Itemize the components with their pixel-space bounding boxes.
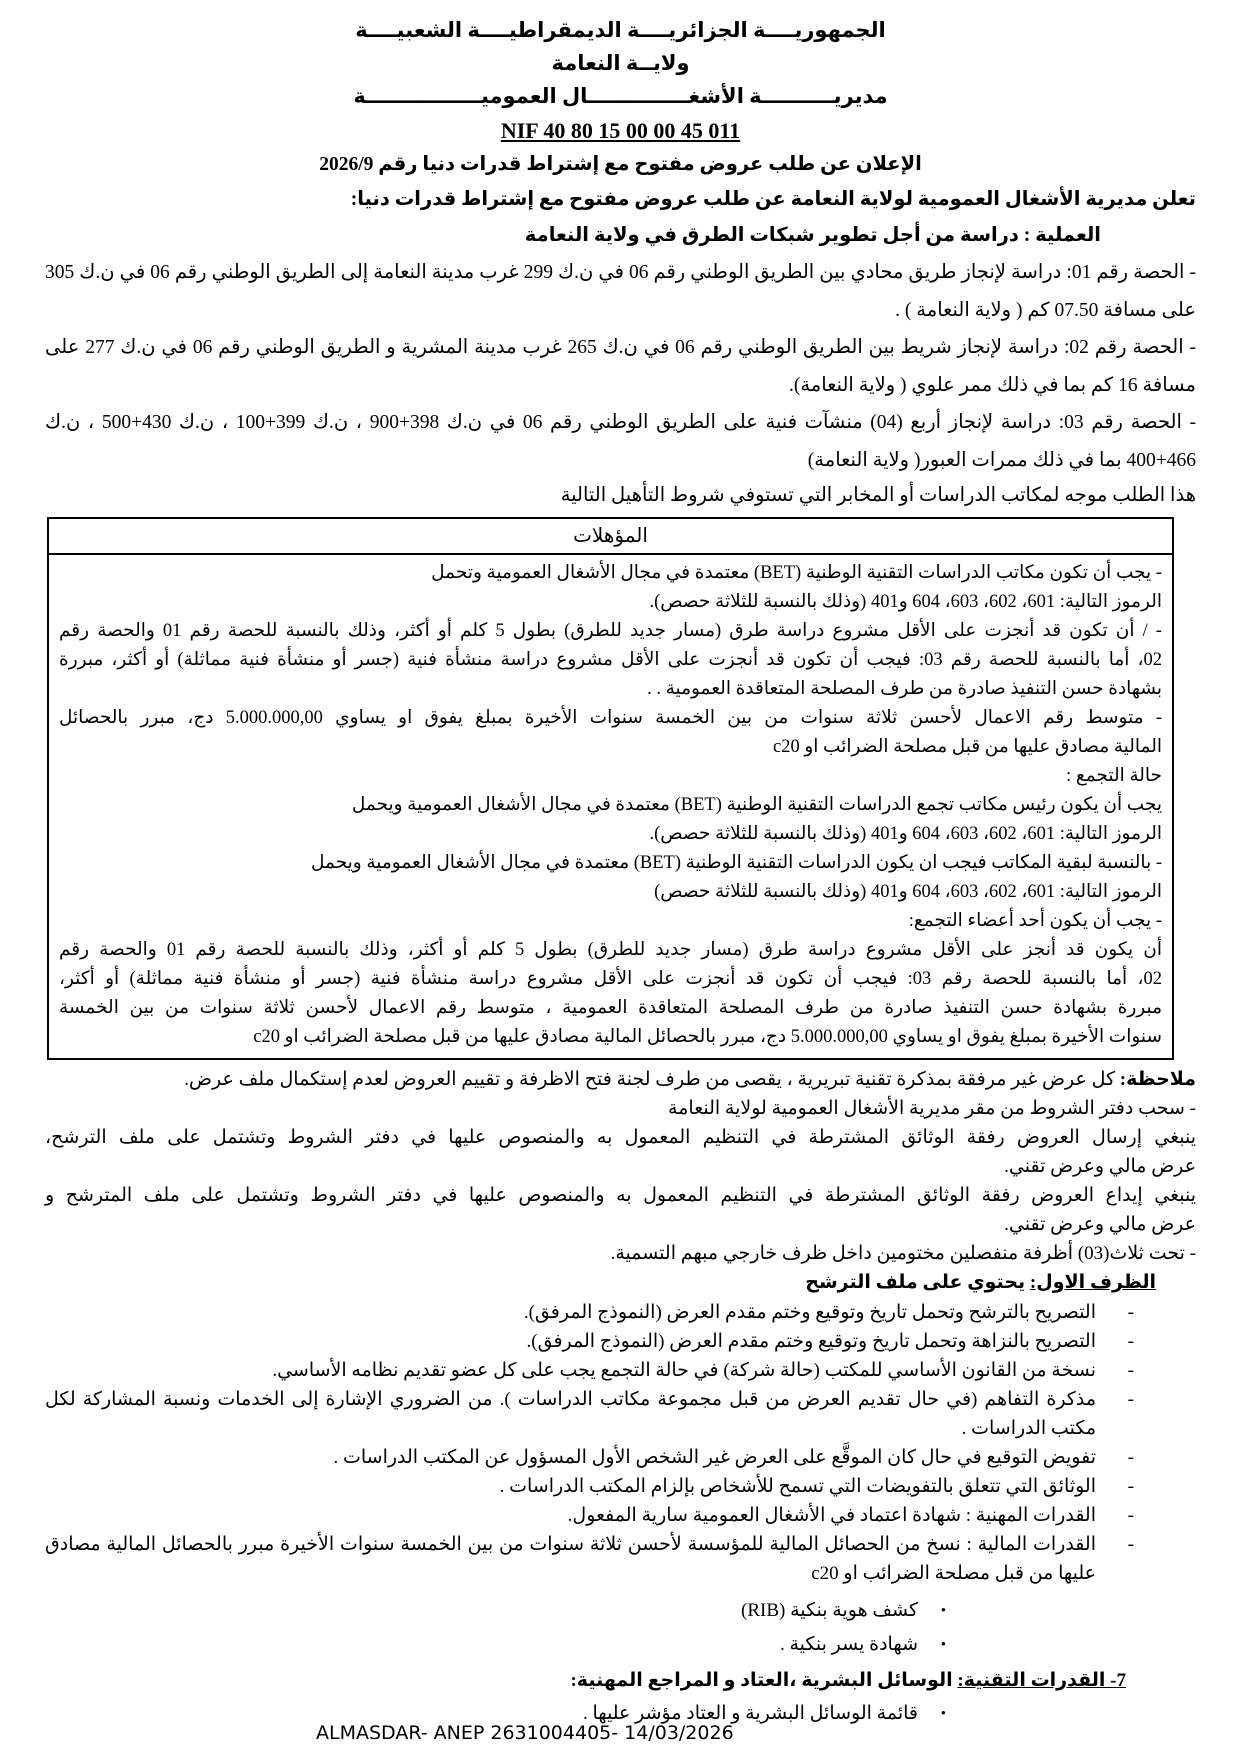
- eligibility-line: هذا الطلب موجه لمكاتب الدراسات أو المخابر التي تستوفي شروط التأهيل التالية: [560, 485, 1196, 506]
- list-item-text: تفويض التوقيع في حال كان الموقَّع على العرض غير الشخص الأول المسؤول عن المكتب الدراسات .: [333, 1447, 1096, 1468]
- qualification-line: - متوسط رقم الاعمال لأحسن ثلاثة سنوات من بين الخمسة سنوات الأخيرة بمبلغ يفوق او يساوي 5.000.000,00 دج، مبرر بالحصائل: [59, 708, 1162, 728]
- list-item-text: التصريح بالترشح وتحمل تاريخ وتوقيع وختم مقدم العرض (النموذج المرفق).: [523, 1302, 1096, 1323]
- list-item-text: مذكرة التفاهم (في حال تقديم العرض من قبل مجموعة مكاتب الدراسات ). من الضروري الإشارة إلى الخدمات ونسبة المشاركة لكل مكتب الدراسات .: [45, 1389, 1096, 1439]
- delegation-documents-item: [45, 1472, 1134, 1501]
- republic-line: الجمهوريــــة الجزائريــــة الديمقراطيــــة الشعبيــــة: [355, 18, 886, 42]
- statutes-copy-item: [45, 1356, 1134, 1385]
- qualification-line: - يجب أن تكون مكاتب الدراسات التقنية الوطنية (BET) معتمدة في مجال الأشغال العمومية وتحمل: [431, 563, 1162, 583]
- send-offers-line: ينبغي إرسال العروض رفقة الوثائق المشترطة في التنظيم المعمول به والمنصوص عليها في دفتر الشروط وتشتمل على ملف الترشح،: [45, 1127, 1196, 1148]
- qualification-line: بشهادة حسن التنفيذ صادرة من طرف المصلحة المتعاقدة العمومية . .: [647, 679, 1162, 699]
- list-item-text: التصريح بالنزاهة وتحمل تاريخ وتوقيع وختم مقدم العرض (النموذج المرفق).: [526, 1331, 1096, 1352]
- qualification-line: مبررة بشهادة حسن التنفيذ صادرة من طرف المصلحة المتعاقدة العمومية ، متوسط رقم الاعمال لأحسن ثلاثة سنوات من بين الخمسة: [59, 998, 1162, 1018]
- withdraw-specs-line: - سحب دفتر الشروط من مقر مديرية الأشغال العمومية لولاية النعامة: [668, 1098, 1196, 1119]
- bullet-marker: •: [940, 1637, 946, 1653]
- professional-capacities-item: [45, 1501, 1134, 1530]
- lot-01-paragraph: - الحصة رقم 01: دراسة لإنجاز طريق محادي بين الطريق الوطني رقم 06 في ن.ك 299 غرب مدينة النعامة إلى الطريق الوطني رقم 06 في ن.ك 305 على مسافة 07.50 كم ( ولاية النعامة ) .: [45, 262, 1197, 321]
- bullet-item-text: شهادة يسر بنكية .: [779, 1634, 918, 1655]
- bullet-item-text: قائمة الوسائل البشرية و العتاد مؤشر عليها .: [582, 1703, 918, 1724]
- dash-marker: -: [1127, 1447, 1134, 1468]
- dash-marker: -: [1127, 1389, 1134, 1410]
- dash-marker: -: [1127, 1360, 1134, 1381]
- announcement-title: الإعلان عن طلب عروض مفتوح مع إشتراط قدرات دنيا رقم 2026/9: [319, 154, 922, 175]
- qualification-line: - يجب أن يكون أحد أعضاء التجمع:: [908, 911, 1162, 931]
- remark-text: كل عرض غير مرفقة بمذكرة تقنية تبريرية ، يقصى من طرف لجنة فتح الاظرفة و تقييم العروض لعدم إستكمال ملف عرض.: [184, 1069, 1120, 1090]
- qualification-line: - بالنسبة لبقية المكاتب فيجب ان يكون الدراسات التقنية الوطنية (BET) معتمدة في مجال الأشغال العمومية ويحمل: [311, 853, 1162, 873]
- qualification-line: الرموز التالية: 601، 602، 603، 604 و401 (وذلك بالنسبة للثلاثة حصص): [654, 882, 1162, 902]
- candidacy-declaration-item: [45, 1298, 1134, 1327]
- qualification-line: 02، أما بالنسبة للحصة رقم 03: فيجب أن تكون قد أنجزت على الأقل مشروع دراسة منشأة فنية (جسر أو منشأة فنية مماثلة) أو أكثر،: [59, 969, 1162, 989]
- remark-label: ملاحظة:: [1119, 1069, 1196, 1090]
- qualifications-table-body: [49, 555, 1172, 1058]
- technical-capacities-label: 7- القدرات التقنية:: [957, 1670, 1126, 1691]
- qualification-line: يجب أن يكون رئيس مكاتب تجمع الدراسات التقنية الوطنية (BET) معتمدة في مجال الأشغال العمومية ويحمل: [351, 795, 1162, 815]
- send-offers-continuation: عرض مالي وعرض تقني.: [1004, 1156, 1196, 1177]
- three-envelopes-line: - تحت ثلاث(03) أظرفة منفصلين مختومين داخل ظرف خارجي مبهم التسمية.: [610, 1243, 1196, 1264]
- deposit-offers-continuation: عرض مالي وعرض تقني.: [1004, 1214, 1196, 1235]
- technical-capacities-heading: [45, 1664, 1126, 1697]
- deposit-offers-line: ينبغي إيداع العروض رفقة الوثائق المشترطة في التنظيم المعمول به والمنصوص عليها في دفتر الشروط وتشتمل على ملف المترشح و: [45, 1185, 1196, 1206]
- envelope-one-label: الظرف الاول:: [1029, 1272, 1156, 1293]
- dash-marker: -: [1127, 1476, 1134, 1497]
- qualifications-table: [47, 517, 1174, 1060]
- bank-documents-list: [45, 1594, 946, 1662]
- operation-line: العملية : دراسة من أجل تطوير شبكات الطرق في ولاية النعامة: [524, 225, 1101, 246]
- envelope-one-title: [45, 1268, 1156, 1298]
- technical-capacities-text: الوسائل البشرية ،العتاد و المراجع المهنية:: [570, 1670, 958, 1691]
- qualification-line: أن يكون قد أنجز على الأقل مشروع دراسة طرق (مسار جديد للطرق) بطول 5 كلم أو أكثر، وذلك بالنسبة للحصة رقم 01 والحصة رقم: [59, 940, 1162, 960]
- qualification-line: الرموز التالية: 601، 602، 603، 604 و401 (وذلك بالنسبة للثلاثة حصص).: [649, 592, 1162, 612]
- candidacy-file-list: [45, 1298, 1134, 1588]
- lot-02-paragraph: - الحصة رقم 02: دراسة لإنجاز شريط بين الطريق الوطني رقم 06 في ن.ك 265 غرب مدينة المشرية و الطريق الوطني رقم 06 في ن.ك 277 على مسافة 16 كم بما في ذلك ممر علوي ( ولاية النعامة).: [45, 337, 1196, 396]
- lot-03-paragraph: - الحصة رقم 03: دراسة لإنجاز أربع (04) منشآت فنية على الطريق الوطني رقم 06 في ن.ك 398+900 ، ن.ك 399+100 ، ن.ك 430+500 ، ن.ك 466+400 بما في ذلك ممرات العبور( ولاية النعامة): [45, 412, 1197, 471]
- dash-marker: -: [1127, 1302, 1134, 1323]
- bullet-item-text: كشف هوية بنكية (RIB): [741, 1600, 918, 1621]
- bullet-marker: •: [940, 1706, 946, 1722]
- qualification-line: 02، أما بالنسبة للحصة رقم 03: فيجب أن تكون قد أنجزت على الأقل مشروع دراسة منشأة فنية (جسر أو منشأة فنية مماثلة) أو أكثر، مبررة: [59, 650, 1163, 670]
- dash-marker: -: [1127, 1534, 1134, 1555]
- integrity-declaration-item: [45, 1327, 1134, 1356]
- qualification-line: الرموز التالية: 601، 602، 603، 604 و401 (وذلك بالنسبة للثلاثة حصص).: [649, 824, 1162, 844]
- qualification-line: المالية مصادق عليها من قبل مصلحة الضرائب او c20: [773, 737, 1162, 757]
- signature-delegation-item: [45, 1443, 1134, 1472]
- document-header: [45, 14, 1196, 181]
- bullet-marker: •: [940, 1603, 946, 1619]
- financial-capacities-item: [45, 1530, 1134, 1588]
- directorate-line: مديريــــــــــة الأشغــــــــــــــال العموميــــــــــــــــة: [353, 84, 888, 108]
- qualification-line: سنوات الأخيرة بمبلغ يفوق او يساوي 5.000.000,00 دج، مبرر بالحصائل المالية مصادق عليها من قبل مصلحة الضرائب او c20: [253, 1027, 1162, 1047]
- qualification-line: - / أن تكون قد أنجزت على الأقل مشروع دراسة طرق (مسار جديد للطرق) بطول 5 كلم أو أكثر، وذلك بالنسبة للحصة رقم 01 والحصة رقم: [59, 621, 1162, 641]
- memorandum-item: [45, 1385, 1134, 1443]
- qualification-line: حالة التجمع :: [1066, 766, 1162, 786]
- rib-bullet-item: [45, 1594, 946, 1628]
- anep-footer: ALMASDAR- ANEP 2631004405- 14/03/2026: [316, 1722, 734, 1744]
- list-item-text: نسخة من القانون الأساسي للمكتب (حالة شركة) في حالة التجمع يجب على كل عضو تقديم نظامه الأساسي.: [272, 1360, 1096, 1381]
- wilaya-line: ولايــة النعامة: [551, 51, 690, 75]
- nif-line: NIF 40 80 15 00 00 45 011: [500, 118, 741, 143]
- declaration-line: تعلن مديرية الأشغال العمومية لولاية النعامة عن طلب عروض مفتوح مع إشتراط قدرات دنيا:: [350, 189, 1196, 210]
- qualifications-table-title: المؤهلات: [49, 519, 1172, 555]
- dash-marker: -: [1127, 1331, 1134, 1352]
- dash-marker: -: [1127, 1505, 1134, 1526]
- remark-line: [45, 1065, 1196, 1094]
- bank-ease-bullet-item: [45, 1628, 946, 1662]
- list-item-text: القدرات المهنية : شهادة اعتماد في الأشغال العمومية سارية المفعول.: [567, 1505, 1096, 1526]
- envelope-one-subtitle: يحتوي على ملف الترشح: [805, 1272, 1030, 1293]
- list-item-text: الوثائق التي تتعلق بالتفويضات التي تسمح للأشخاص بإلزام المكتب الدراسات .: [499, 1476, 1096, 1497]
- list-item-text: القدرات المالية : نسخ من الحصائل المالية للمؤسسة لأحسن ثلاثة سنوات من بين الخمسة سنوات الأخيرة مبرر بالحصائل المالية مصادق عليها من قبل مصلحة الضرائب او c20: [45, 1534, 1096, 1584]
